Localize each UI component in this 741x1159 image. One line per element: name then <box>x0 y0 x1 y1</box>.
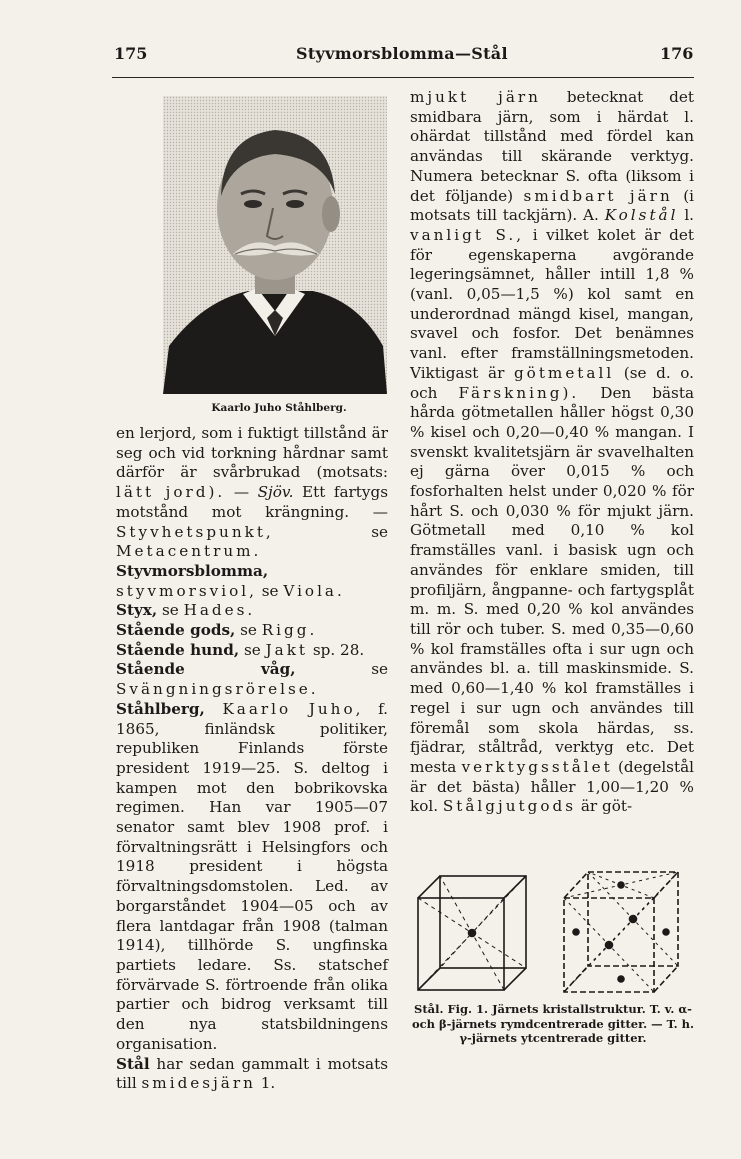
right-column <box>410 88 694 817</box>
portrait-caption: Kaarlo Juho Ståhlberg. <box>211 402 347 414</box>
entry-staende-gods: Stående gods, se Rigg. <box>116 621 318 640</box>
figure-caption: Stål. Fig. 1. Järnets kristallstruktur. T. v. α- och β-järnets rymdcentrerade gitter. — T. h. γ-järnets ytcentrerade gitter. <box>411 1002 695 1045</box>
bcc-lattice-diagram <box>418 876 526 990</box>
paragraph-lerjord: en lerjord, som i fuktigt tillstånd är seg och vid torkning hårdnar samt därför är svårbrukad (motsats: lätt jord). — Sjöv. Ett fartygs motstånd mot krängning. — Styvhetspunkt, se Metacentrum. <box>116 424 388 561</box>
left-column <box>116 424 388 1094</box>
entry-staende-vag: Stående våg, se Svängningsrörelse. <box>116 660 388 699</box>
portrait-photo <box>163 96 387 394</box>
entry-styvmorsblomma: Styvmorsblomma, styvmorsviol, se Viola. <box>116 561 345 600</box>
crystal-structure-figure <box>412 862 694 1002</box>
entry-styx: Styx, se Hades. <box>116 601 256 620</box>
entry-staende-hund: Stående hund, se Jakt sp. 28. <box>116 640 365 659</box>
page-number-left: 175 <box>114 44 148 63</box>
entry-stal: Stål har sedan gammalt i motsats till smidesjärn 1. <box>116 1054 388 1093</box>
header-rule <box>112 77 694 78</box>
page-header <box>0 44 741 74</box>
running-title: Styvmorsblomma—Stål <box>296 44 508 63</box>
fcc-lattice-diagram <box>564 872 678 992</box>
entry-stahlberg: Ståhlberg, Kaarlo Juho, f. 1865, finländsk politiker, republiken Finlands förste president 1919—25. S. deltog i kampen mot den bobrikovska regimen. Han var 1905—07 senator samt blev 1908 prof. i förvaltningsrätt i Helsingfors och 1918 president i högsta förvaltningsdomstolen. Led. av borgarståndet 1904—05 och av flera lantdagar från 1908 (talman 1914), tillhörde S. ungfinska partiets ledare. Ss. statschef förvärvade S. förtroende från olika partier och bidrog verksamt till den nya statsbildningens organisation. <box>116 699 388 1053</box>
paragraph-stal-continued: mjukt järn betecknat det smidbara järn, som i härdat l. ohärdat tillstånd med fördel kan användas till skärande verktyg. Numera betecknar S. ofta (liksom i det följande) smidbart järn (i motsats till tackjärn). A. Kolstål l. vanligt S., i vilket kolet är det för egenskaperna avgörande legeringsämnet, håller intill 1,8 % (vanl. 0,05—1,5 %) kol samt en underordnad mängd kisel, mangan, svavel och fosfor. Det benämnes vanl. efter framställningsmetoden. Viktigast är götmetall (se d. o. och Färskning). Den bästa hårda götmetallen håller högst 0,30 % kisel och 0,20—0,40 % mangan. I svenskt kvalitetsjärn är svavelhalten ej gärna över 0,015 % och fosforhalten helst under 0,020 % för hårt S. och 0,030 % för mjukt järn. Götmetall med 0,10 % kol framställes vanl. i basisk ugn och användes för enklare smiden, till profiljärn, ångpanne- och fartygsplåt m. m. S. med 0,20 % kol användes till rör och tuber. S. med 0,35—0,60 % kol framställes ofta i sur ugn och användes bl. a. till maskinsmide. S. med 0,60—1,40 % kol framställes i regel i sur ugn och användes till föremål som skola härdas, ss. fjädrar, ståltråd, verktyg etc. Det mesta verktygsstålet (degelstål är det bästa) håller 1,00—1,20 % kol. Stålgjutgods är göt- <box>410 88 695 816</box>
page-number-right: 176 <box>660 44 694 63</box>
